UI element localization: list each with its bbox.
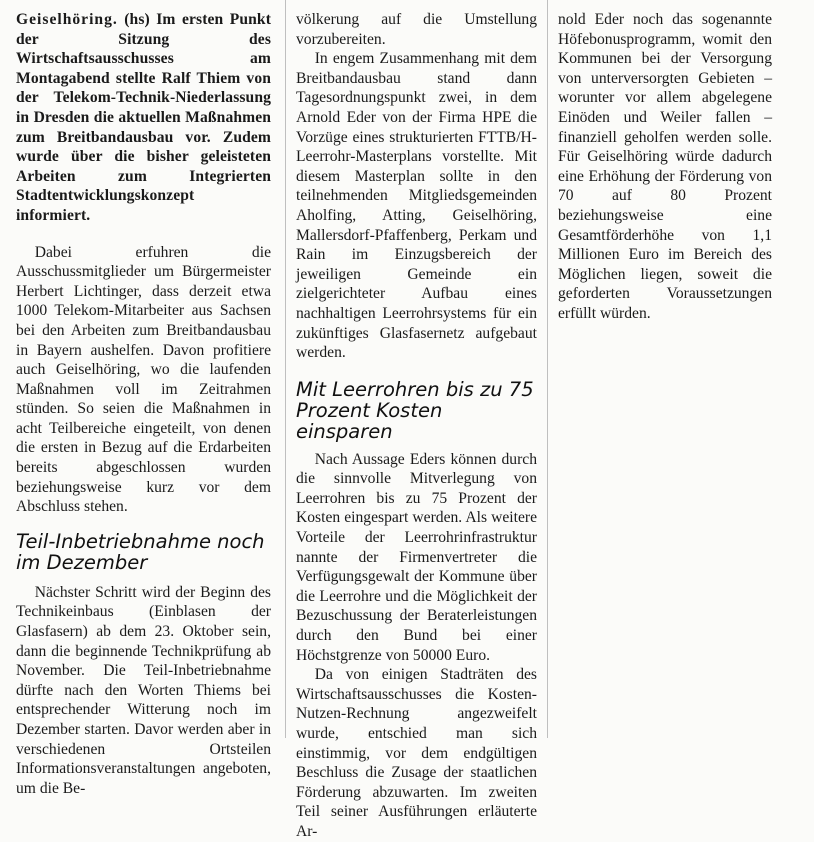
lead-place: Geiselhöring. (16, 11, 118, 28)
subheading-2: Mit Leerrohren bis zu 75 Prozent Kosten einsparen (296, 377, 534, 443)
column-1 (0, 0, 286, 797)
lead-text: (hs) Im ersten Punkt der Sitzung des Wirtschaftsausschusses am Montagabend stellte Ralf Thiem von der Telekom-Technik-Niederlassung in Dresden die aktuellen Maßnahmen zum Breitbandausbau vor. Zudem wurde über die bisher geleisteten Arbeiten zum Integrierten Stadtentwicklungskonzept informiert. (16, 11, 271, 224)
paragraph-3: In engem Zusammenhang mit dem Breitbandausbau stand dann Tagesordnungspunkt zwei, in dem Arnold Eder von der Firma HPE die Vorzüge eines strukturierten FTTB/H-Leerrohr-Masterplans vorstellte. Mit diesem Masterplan sollte in den teilnehmenden Mitgliedsgemeinden Aholfing, Atting, Geiselhöring, Mallersdorf-Pfaffenberg, Perkam und Rain im Einzugsbereich der jeweiligen Gemeinde ein zielgerichteter Aufbau eines nachhaltigen Leerrohrsystems für ein zukünftiges Glasfasernetz aufgebaut werden. (296, 50, 537, 362)
column-4-blank (780, 0, 814, 738)
subheading-1: Teil-Inbetriebnahme noch im Dezember (16, 529, 265, 574)
paragraph-1: Dabei erfuhren die Ausschussmitglieder um Bürgermeister Herbert Lichtinger, dass derzeit etwa 1000 Telekom-Mitarbeiter aus Sachsen bei den Arbeiten zum Breitbandausbau in Bayern aushelfen. Davon profitiere auch Geiselhöring, wo die laufenden Maßnahmen voll im Zeitrahmen stünden. So seien die Maßnahmen in acht Teilbereiche eingeteilt, von denen die ersten in Bezug auf die Erdarbeiten bereits abgeschlossen wurden beziehungsweise kurz vor dem Abschluss stehen. (16, 243, 271, 516)
paragraph-4: Nach Aussage Eders können durch die sinnvolle Mitverlegung von Leerrohren bis zu 75 Prozent der Kosten eingespart werden. Als weitere Vorteile der Leerrohrinfrastruktur nannte der Firmenvertreter die Verfügungsgewalt der Kommune über die Leerrohre und die Möglichkeit der Bezuschussung der Beraterleistungen durch den Bund bei einer Höchstgrenze von 50000 Euro. (296, 450, 537, 664)
column-3 (548, 0, 780, 738)
column-2 (286, 0, 548, 840)
lead-paragraph (16, 10, 271, 226)
paragraph-5-part-1: Da von einigen Stadträten des Wirtschaftsausschusses die Kosten-Nutzen-Rechnung angezweifelt wurde, entschied man sich einstimmig, vor dem endgültigen Beschluss die Zusage der staatlichen Förderung abzuwarten. Im zweiten Teil seiner Ausführungen erläuterte Ar- (296, 666, 537, 840)
paragraph-5-part-2: nold Eder noch das sogenannte Höfebonusprogramm, womit den Kommunen bei der Versorgung von unterversorgten Gebieten – worunter vor allem abgelegene Einöden und Weiler fallen – finanziell geholfen werden solle. Für Geiselhöring würde dadurch eine Erhöhung der Förderung von 70 auf 80 Prozent beziehungsweise eine Gesamtförderhöhe von 1,1 Millionen Euro im Bereich des Möglichen liegen, soweit die geforderten Voraussetzungen erfüllt würden. (558, 11, 772, 322)
paragraph-2-part-2: völkerung auf die Umstellung vorzubereiten. (296, 11, 537, 48)
paragraph-2-part-1: Nächster Schritt wird der Beginn des Technikeinbaus (Einblasen der Glasfasern) ab dem 23. Oktober sein, dann die beginnende Technikprüfung ab November. Die Teil-Inbetriebnahme dürfte nach den Worten Thiems bei entsprechender Witterung noch im Dezember starten. Davor werden aber in verschiedenen Ortsteilen Informationsveranstaltungen angeboten, um die Be- (16, 583, 271, 797)
